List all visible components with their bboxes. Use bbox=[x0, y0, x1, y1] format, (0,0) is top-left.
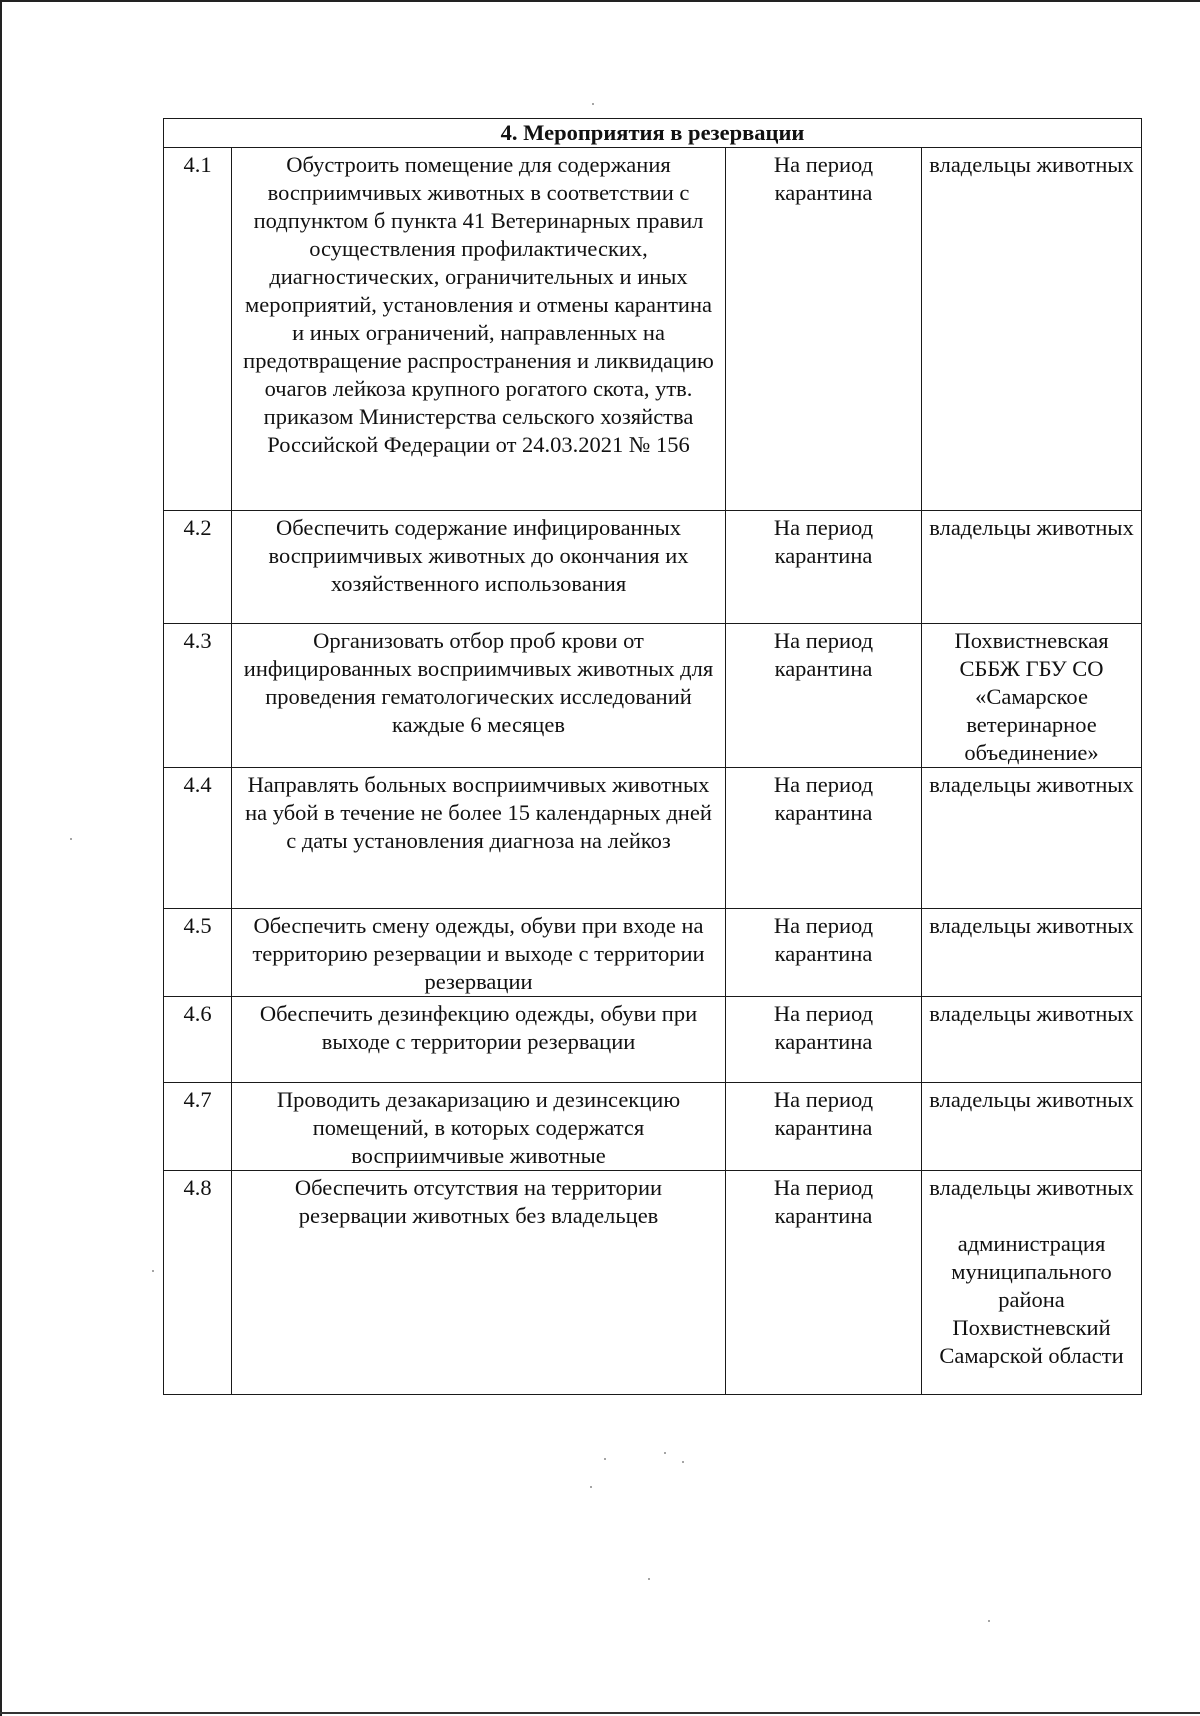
period-text: На период карантина bbox=[726, 624, 922, 768]
table-row bbox=[164, 1171, 1142, 1395]
responsible-text: владельцы животных bbox=[929, 1001, 1134, 1026]
table-row bbox=[164, 148, 1142, 511]
period-text: На период карантина bbox=[726, 997, 922, 1083]
responsible-text: Похвистневская СББЖ ГБУ СО «Самарское ветеринарное объединение» bbox=[954, 628, 1109, 765]
page-bottom-edge bbox=[0, 1712, 1200, 1714]
row-number: 4.4 bbox=[164, 768, 232, 909]
page-left-edge bbox=[0, 0, 2, 1716]
responsible-text: владельцы животных bbox=[929, 515, 1134, 540]
period-text: На период карантина bbox=[726, 909, 922, 997]
responsible-text: владельцы животных bbox=[929, 772, 1134, 797]
row-number: 4.5 bbox=[164, 909, 232, 997]
period-text: На период карантина bbox=[726, 511, 922, 624]
responsible-text: администрация муниципального района Похвистневский Самарской области bbox=[939, 1231, 1124, 1368]
responsible-cell bbox=[922, 768, 1142, 909]
measures-table-container bbox=[163, 118, 1141, 1395]
scan-speck bbox=[648, 1578, 650, 1580]
table-row bbox=[164, 997, 1142, 1083]
task-text: Направлять больных восприимчивых животных на убой в течение не более 15 календарных дней с даты установления диагноза на лейкоз bbox=[232, 768, 726, 909]
scan-speck bbox=[152, 1270, 154, 1272]
responsible-text: владельцы животных bbox=[929, 152, 1134, 177]
table-row bbox=[164, 768, 1142, 909]
period-text: На период карантина bbox=[726, 148, 922, 511]
measures-table bbox=[163, 118, 1142, 1395]
task-text: Обеспечить отсутствия на территории резервации животных без владельцев bbox=[232, 1171, 726, 1395]
scan-speck bbox=[590, 1486, 592, 1488]
row-number: 4.3 bbox=[164, 624, 232, 768]
responsible-text: владельцы животных bbox=[929, 1175, 1134, 1200]
row-number: 4.1 bbox=[164, 148, 232, 511]
period-text: На период карантина bbox=[726, 768, 922, 909]
responsible-cell bbox=[922, 148, 1142, 511]
responsible-cell bbox=[922, 909, 1142, 997]
task-text: Организовать отбор проб крови от инфицированных восприимчивых животных для проведения гематологических исследований каждые 6 месяцев bbox=[232, 624, 726, 768]
scan-speck bbox=[592, 103, 594, 105]
scan-speck bbox=[70, 838, 72, 840]
table-row bbox=[164, 1083, 1142, 1171]
task-text: Обеспечить дезинфекцию одежды, обуви при выходе с территории резервации bbox=[232, 997, 726, 1083]
responsible-cell bbox=[922, 1171, 1142, 1395]
period-text: На период карантина bbox=[726, 1171, 922, 1395]
responsible-text: владельцы животных bbox=[929, 913, 1134, 938]
period-text: На период карантина bbox=[726, 1083, 922, 1171]
scan-speck bbox=[988, 1620, 990, 1622]
row-number: 4.8 bbox=[164, 1171, 232, 1395]
task-text: Обеспечить смену одежды, обуви при входе на территорию резервации и выходе с территории резервации bbox=[232, 909, 726, 997]
scan-speck bbox=[664, 1452, 666, 1454]
section-header-row bbox=[164, 119, 1142, 148]
task-text: Проводить дезакаризацию и дезинсекцию помещений, в которых содержатся восприимчивые животные bbox=[232, 1083, 726, 1171]
responsible-cell bbox=[922, 624, 1142, 768]
scan-speck bbox=[682, 1461, 684, 1463]
section-title: 4. Мероприятия в резервации bbox=[164, 119, 1142, 148]
responsible-cell bbox=[922, 511, 1142, 624]
task-text: Обеспечить содержание инфицированных восприимчивых животных до окончания их хозяйственного использования bbox=[232, 511, 726, 624]
table-row bbox=[164, 909, 1142, 997]
task-text: Обустроить помещение для содержания восприимчивых животных в соответствии с подпунктом б пункта 41 Ветеринарных правил осуществления профилактических, диагностических, ограничительных и иных мероприятий, установления и отмены карантина и иных ограничений, направленных на предотвращение распространения и ликвидацию очагов лейкоза крупного рогатого скота, утв. приказом Министерства сельского хозяйства Российской Федерации от 24.03.2021 № 156 bbox=[232, 148, 726, 511]
responsible-spacer bbox=[922, 1202, 1141, 1230]
page-top-edge bbox=[0, 0, 1200, 2]
row-number: 4.2 bbox=[164, 511, 232, 624]
table-row bbox=[164, 511, 1142, 624]
table-row bbox=[164, 624, 1142, 768]
scan-speck bbox=[604, 1458, 606, 1460]
row-number: 4.7 bbox=[164, 1083, 232, 1171]
responsible-cell bbox=[922, 1083, 1142, 1171]
row-number: 4.6 bbox=[164, 997, 232, 1083]
responsible-cell bbox=[922, 997, 1142, 1083]
responsible-text: владельцы животных bbox=[929, 1087, 1134, 1112]
